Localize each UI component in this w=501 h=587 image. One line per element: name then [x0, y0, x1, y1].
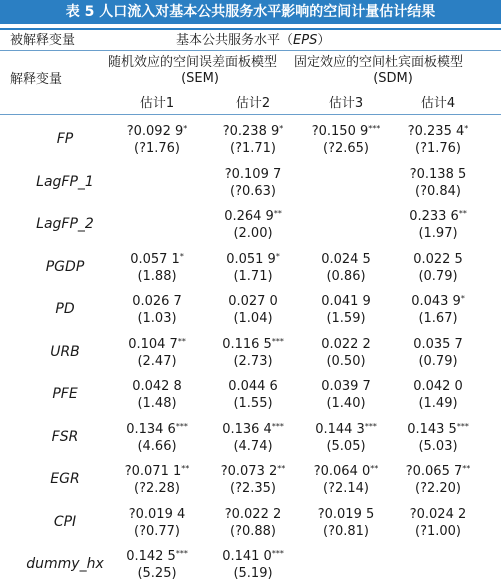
- explained-variable-label: 被解释变量: [10, 33, 76, 48]
- row-label: LagFP_2: [36, 216, 94, 232]
- coefficient-value: ?0.150 9: [311, 124, 369, 139]
- coefficient-value: 0.043 9: [411, 294, 461, 309]
- row-label: dummy_hx: [26, 556, 104, 572]
- t-statistic: (?1.76): [134, 141, 180, 156]
- coefficient-cell: [132, 293, 182, 327]
- coefficient-value: 0.264 9: [224, 209, 274, 224]
- header-rule-1: [0, 50, 501, 51]
- coefficient-value: 0.027 0: [228, 294, 278, 309]
- explanatory-variable-label: 解释变量: [10, 72, 63, 87]
- t-statistic: (4.66): [137, 438, 177, 454]
- significance-stars: *: [464, 124, 469, 133]
- coefficient-value: 0.134 6: [126, 421, 176, 437]
- t-statistic: (1.40): [326, 396, 366, 411]
- coefficient-cell: [222, 336, 284, 370]
- coefficient-value: 0.104 7: [128, 336, 178, 352]
- t-statistic: (?2.65): [323, 141, 369, 156]
- coefficient-cell: [222, 421, 284, 455]
- coefficient-cell: [130, 251, 184, 285]
- t-statistic: (1.48): [137, 396, 177, 411]
- coefficient-cell: [410, 166, 467, 200]
- coefficient-cell: [129, 506, 186, 540]
- coefficient-cell: [228, 293, 278, 327]
- estimate-2-header: 估计2: [235, 96, 271, 111]
- significance-stars: ***: [175, 421, 188, 431]
- coefficient-value: ?0.073 2: [220, 464, 278, 479]
- row-label: PD: [55, 301, 75, 317]
- row-label: PFE: [52, 386, 78, 402]
- coefficient-cell: [221, 463, 286, 497]
- coefficient-cell: [411, 293, 465, 327]
- significance-stars: **: [462, 464, 471, 473]
- coefficient-value: 0.042 0: [413, 379, 463, 394]
- coefficient-cell: [318, 506, 375, 540]
- table-title: 表 5 人口流入对基本公共服务水平影响的空间计量估计结果: [0, 0, 501, 24]
- coefficient-cell: [315, 421, 377, 455]
- coefficient-value: 0.233 6: [409, 209, 459, 224]
- t-statistic: (5.03): [418, 438, 458, 454]
- t-statistic: (?0.84): [415, 183, 461, 199]
- coefficient-cell: [321, 251, 371, 285]
- significance-stars: ***: [364, 421, 377, 431]
- t-statistic: (5.05): [326, 438, 366, 454]
- significance-stars: *: [460, 294, 465, 303]
- significance-stars: **: [370, 464, 379, 473]
- t-statistic: (1.71): [233, 268, 273, 284]
- significance-stars: ***: [175, 549, 188, 558]
- coefficient-value: ?0.109 7: [224, 166, 282, 182]
- coefficient-value: 0.116 5: [222, 336, 272, 352]
- coefficient-value: 0.041 9: [321, 294, 371, 309]
- t-statistic: (?2.35): [230, 481, 276, 496]
- coefficient-value: ?0.071 1: [124, 464, 182, 479]
- coefficient-cell: [222, 548, 284, 582]
- coefficient-value: ?0.064 0: [313, 464, 371, 479]
- coefficient-value: ?0.022 2: [224, 506, 282, 522]
- coefficient-value: 0.026 7: [132, 294, 182, 309]
- coefficient-value: 0.051 9: [226, 251, 276, 267]
- sem-model-label: 随机效应的空间误差面板模型: [108, 55, 278, 70]
- coefficient-cell: [321, 336, 371, 370]
- significance-stars: ***: [271, 336, 284, 346]
- coefficient-cell: [126, 421, 188, 455]
- coefficient-cell: [312, 123, 381, 157]
- dependent-variable-header: 基本公共服务水平（EPS）: [176, 33, 331, 48]
- coefficient-cell: [228, 378, 278, 412]
- t-statistic: (1.03): [137, 311, 177, 326]
- coefficient-value: ?0.138 5: [409, 166, 467, 182]
- t-statistic: (?0.77): [134, 523, 180, 539]
- coefficient-cell: [413, 336, 463, 370]
- coefficient-cell: [413, 251, 463, 285]
- row-label: EGR: [50, 471, 80, 487]
- coefficient-value: 0.141 0: [222, 549, 272, 564]
- t-statistic: (2.00): [233, 226, 273, 241]
- sdm-abbr: (SDM): [373, 71, 413, 86]
- row-label: PGDP: [45, 258, 85, 275]
- significance-stars: **: [277, 464, 286, 473]
- significance-stars: **: [458, 209, 467, 218]
- coefficient-value: ?0.235 4: [407, 124, 465, 139]
- significance-stars: ***: [271, 549, 284, 558]
- significance-stars: **: [177, 336, 186, 346]
- coefficient-value: ?0.024 2: [409, 506, 467, 522]
- t-statistic: (1.49): [418, 396, 458, 411]
- estimate-1-header: 估计1: [139, 96, 175, 111]
- t-statistic: (2.73): [233, 353, 273, 369]
- sdm-model-label: 固定效应的空间杜宾面板模型: [294, 55, 464, 70]
- coefficient-cell: [125, 463, 190, 497]
- coefficient-value: ?0.238 9: [222, 124, 280, 139]
- coefficient-value: 0.057 1: [130, 251, 180, 267]
- t-statistic: (?1.00): [415, 523, 461, 539]
- coefficient-value: ?0.092 9: [126, 124, 184, 139]
- row-label: FP: [56, 131, 74, 147]
- t-statistic: (4.74): [233, 438, 273, 454]
- coefficient-value: 0.136 4: [222, 421, 272, 437]
- coefficient-value: 0.143 5: [407, 421, 457, 437]
- row-label: CPI: [53, 513, 77, 530]
- coefficient-value: ?0.019 5: [317, 506, 375, 522]
- coefficient-cell: [321, 293, 371, 327]
- estimate-4-header: 估计4: [420, 96, 456, 111]
- significance-stars: ***: [271, 421, 284, 431]
- coefficient-cell: [224, 208, 282, 242]
- coefficient-cell: [132, 378, 182, 412]
- t-statistic: (?2.14): [323, 481, 369, 496]
- coefficient-cell: [409, 208, 467, 242]
- coefficient-cell: [127, 123, 188, 157]
- coefficient-cell: [321, 378, 371, 412]
- significance-stars: *: [183, 124, 188, 133]
- coefficient-value: 0.022 5: [413, 251, 463, 267]
- coefficient-cell: [406, 463, 471, 497]
- top-rule: [0, 28, 501, 30]
- coefficient-cell: [225, 166, 282, 200]
- coefficient-value: 0.022 2: [321, 336, 371, 352]
- coefficient-value: 0.039 7: [321, 379, 371, 394]
- coefficient-value: 0.142 5: [126, 549, 176, 564]
- t-statistic: (?2.20): [415, 481, 461, 496]
- t-statistic: (0.50): [326, 353, 366, 369]
- row-label: URB: [50, 343, 80, 360]
- significance-stars: *: [275, 251, 280, 261]
- coefficient-cell: [126, 548, 188, 582]
- coefficient-cell: [128, 336, 186, 370]
- t-statistic: (1.88): [137, 268, 177, 284]
- significance-stars: **: [181, 464, 190, 473]
- significance-stars: *: [279, 124, 284, 133]
- t-statistic: (0.79): [418, 268, 458, 284]
- coefficient-value: 0.035 7: [413, 336, 463, 352]
- t-statistic: (0.79): [418, 353, 458, 369]
- coefficient-value: 0.144 3: [315, 421, 365, 437]
- t-statistic: (?0.81): [323, 523, 369, 539]
- coefficient-cell: [413, 378, 463, 412]
- coefficient-value: 0.024 5: [321, 251, 371, 267]
- coefficient-cell: [408, 123, 469, 157]
- significance-stars: ***: [456, 421, 469, 431]
- t-statistic: (5.19): [233, 566, 273, 581]
- t-statistic: (1.97): [418, 226, 458, 241]
- t-statistic: (0.86): [326, 268, 366, 284]
- header-rule-2: [0, 114, 501, 115]
- significance-stars: ***: [368, 124, 381, 133]
- t-statistic: (1.04): [233, 311, 273, 326]
- row-label: LagFP_1: [36, 173, 94, 190]
- estimate-3-header: 估计3: [328, 96, 364, 111]
- coefficient-value: ?0.065 7: [405, 464, 463, 479]
- coefficient-value: 0.042 8: [132, 379, 182, 394]
- t-statistic: (5.25): [137, 566, 177, 581]
- t-statistic: (?0.63): [230, 183, 276, 199]
- t-statistic: (?2.28): [134, 481, 180, 496]
- t-statistic: (?0.88): [230, 523, 276, 539]
- t-statistic: (?1.76): [415, 141, 461, 156]
- coefficient-cell: [314, 463, 379, 497]
- coefficient-value: 0.044 6: [228, 379, 278, 394]
- coefficient-cell: [410, 506, 467, 540]
- coefficient-value: ?0.019 4: [128, 506, 186, 522]
- sem-abbr: (SEM): [181, 71, 219, 86]
- t-statistic: (?1.71): [230, 141, 276, 156]
- coefficient-cell: [225, 506, 282, 540]
- coefficient-cell: [223, 123, 284, 157]
- t-statistic: (2.47): [137, 353, 177, 369]
- coefficient-cell: [407, 421, 469, 455]
- significance-stars: **: [273, 209, 282, 218]
- row-label: FSR: [51, 428, 79, 445]
- t-statistic: (1.55): [233, 396, 273, 411]
- t-statistic: (1.67): [418, 311, 458, 326]
- coefficient-cell: [226, 251, 280, 285]
- significance-stars: *: [179, 251, 184, 261]
- t-statistic: (1.59): [326, 311, 366, 326]
